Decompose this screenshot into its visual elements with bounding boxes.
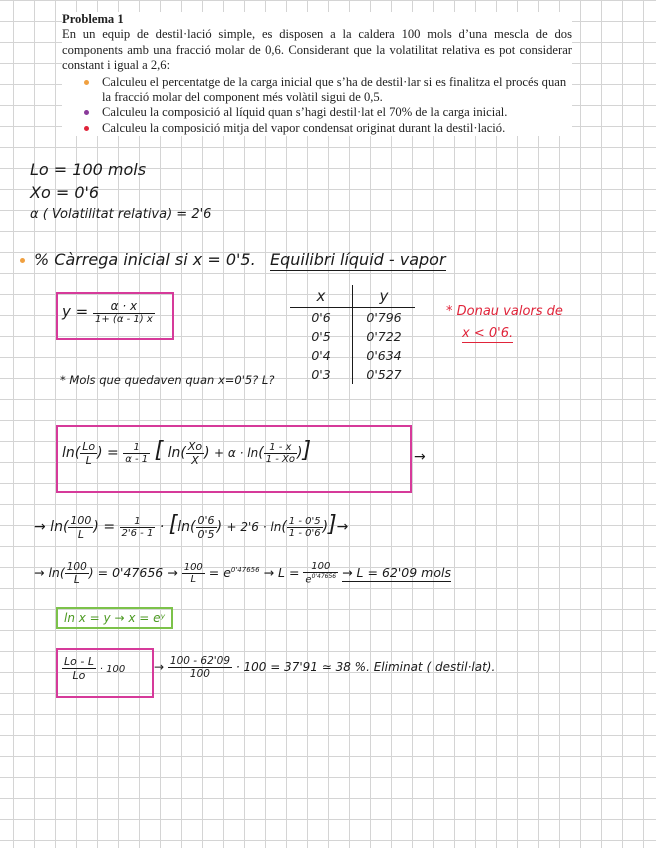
coef-denominator: α - 1 (125, 453, 149, 465)
red-note-text: x < 0'6. (462, 326, 514, 341)
section-bullet-icon (20, 258, 25, 263)
step2-coef-fraction (120, 516, 156, 539)
table-row (290, 327, 415, 346)
given-x0: Xo = 0'6 (30, 183, 100, 202)
arrow-icon: → (414, 449, 426, 465)
table-cell: 0'527 (366, 367, 402, 382)
step2-plus: + 2'6 · ln (226, 520, 282, 534)
task-item (62, 75, 572, 106)
log-identity-box: ln x = y → x = eʸ (56, 607, 173, 629)
step4-result-line (154, 655, 495, 680)
step3-l-numerator: 100 (303, 561, 338, 573)
step2-lhs-denominator: L (77, 527, 84, 541)
problem-statement: En un equip de destil·lació simple, es disposen a la caldera 100 mols d’una mescla de dos components amb una fracció molar de 0,6. Considerant que la volatilitat relativa es pot considerar constant i igual a 2,6: (62, 27, 572, 73)
task-text: Calculeu la composició mitja del vapor condensat originat durant la destil·lació. (102, 120, 506, 135)
step3-exponent: 0'47656 (230, 565, 260, 574)
problem-block (62, 12, 572, 136)
step3-f-fraction (182, 562, 205, 585)
step3-equation: → ln( $\frac{100}{L}$ ) = 0'47656 → $\frac{100}{L}$ = $e^{0'47656} \to L$ = $\frac{100}{e^{0'47656}}$ → L = 62'09 mols (34, 561, 451, 586)
step2-equation: → ln( $\frac{100}{L}$ ) = $\frac{1}{2'6 - 1}$ · [ln( $\frac{0'6}{0'5}$ ) + 2'6 · ln( $\frac{1 - 0'5}{1 - 0'6}$ )]→ (34, 512, 349, 541)
task-text: Calculeu el percentatge de la carga inicial que s’ha de destil·lar si es finalitza el procés quan la fracció molar del component més volàtil sigui de 0,5. (102, 74, 567, 105)
step2-lhs-fraction (68, 514, 93, 541)
step2-term2-fraction (287, 516, 323, 539)
step4-r-fraction (168, 655, 232, 680)
lhs-numerator: Lo (82, 439, 96, 453)
step4-f-fraction (62, 655, 96, 682)
rayleigh-equation: ln( $\frac{Lo}{L}$ ) = $\frac{1}{\alpha - 1}$ [ ln( $\frac{Xo}{X}$ ) + α · ln( $\frac{1 - x}{1 - Xo}$ )] (62, 438, 312, 467)
step3-lead: → ln (34, 565, 60, 580)
problem-title: Problema 1 (62, 12, 124, 26)
lhs-fraction (80, 440, 97, 467)
table-row (290, 308, 415, 328)
ln-label: ln (167, 445, 181, 461)
step2-term1-denominator: 0'5 (197, 527, 215, 541)
step2-dot: · (159, 519, 165, 535)
step2-term1-fraction (196, 514, 217, 541)
step4-r-numerator: 100 - 62'09 (169, 655, 231, 667)
coef-numerator: 1 (123, 442, 150, 454)
step3-l-fraction (303, 561, 338, 585)
term1-denominator: X (191, 453, 199, 467)
step4-times: · 100 (99, 664, 126, 675)
bullet-icon (84, 80, 89, 85)
given-alpha: α ( Volatilitat relativa) = 2'6 (30, 207, 212, 222)
table-cell: 0'3 (290, 365, 353, 384)
step2-coef-numerator: 1 (120, 516, 156, 528)
y-lhs: y = (62, 302, 89, 321)
step3-l-denominator: $e^{0'47656}$ (305, 573, 337, 586)
y-denominator: 1+ (α - 1) x (95, 314, 153, 325)
ln-label: ln (62, 445, 75, 461)
y-formula (62, 299, 155, 325)
table-header-y: y (353, 285, 416, 308)
task-item (62, 121, 572, 136)
step2-equals: = (103, 519, 116, 535)
table-cell: 0'4 (290, 346, 353, 365)
step3-lhs-denominator: L (73, 574, 80, 586)
table-cell: 0'6 (290, 308, 353, 328)
step2-lhs-numerator: 100 (70, 513, 92, 527)
equilibrium-title-text: Equilibri líquid - vapor (270, 250, 446, 269)
step3-f-numerator: 100 (183, 562, 203, 573)
bullet-icon (84, 110, 89, 115)
red-note-line1: * Donau valors de (446, 304, 563, 319)
step2-term1-numerator: 0'6 (197, 513, 215, 527)
step4-f-denominator: Lo (72, 669, 86, 682)
step2-term2-numerator: 1 - 0'5 (288, 515, 321, 527)
term2-fraction (264, 442, 297, 465)
table-header-x: x (290, 285, 353, 308)
step4-arrow: → (154, 660, 165, 674)
task-item (62, 105, 572, 120)
term2-numerator: 1 - x (264, 442, 297, 454)
term2-denominator: 1 - Xo (265, 453, 295, 465)
table-row (290, 346, 415, 365)
table-row (290, 365, 415, 384)
bullet-icon (84, 126, 89, 131)
task-text: Calculeu la composició al líquid quan s’hagi destil·lat el 70% de la carga inicial. (102, 105, 508, 120)
task-list (62, 75, 572, 137)
red-note-line2 (462, 326, 513, 341)
table-header-row (290, 285, 415, 308)
step4-f-numerator: Lo - L (64, 655, 94, 668)
step3-lhs-numerator: 100 (66, 561, 87, 573)
term1-numerator: Xo (187, 439, 203, 453)
step3-result: → L = 62'09 mols (342, 565, 451, 580)
table-cell: 0'796 (366, 310, 402, 325)
step4-equation (62, 655, 125, 682)
plus-alpha-ln: + α · ln (214, 446, 259, 460)
step3-arrow2: → L = (263, 565, 300, 580)
equilibrium-table (290, 285, 415, 384)
step2-term2-denominator: 1 - 0'6 (288, 527, 321, 539)
section-heading: % Càrrega inicial si x = 0'5. (34, 250, 256, 269)
step2-lead: → ln (34, 519, 63, 535)
table-cell: 0'634 (366, 348, 402, 363)
given-l0: Lo = 100 mols (30, 160, 147, 179)
table-cell: 0'722 (366, 329, 402, 344)
step4-result: · 100 = 37'91 ≃ 38 %. Eliminat ( destil·lat). (235, 660, 496, 674)
y-fraction (93, 299, 155, 325)
step3-eq-e: = e (208, 565, 231, 580)
y-numerator: α · x (93, 299, 155, 314)
step3-arrow1: → (167, 565, 178, 580)
term1-fraction (186, 440, 204, 467)
table-cell: 0'5 (290, 327, 353, 346)
step3-lhs-fraction (65, 561, 89, 586)
lhs-denominator: L (85, 453, 92, 467)
step2-arrow: → (336, 519, 349, 535)
step2-coef-denominator: 2'6 - 1 (121, 527, 154, 539)
equilibrium-title (270, 250, 446, 269)
step4-r-denominator: 100 (189, 668, 210, 680)
coef-fraction (123, 442, 150, 465)
step3-f-denominator: L (190, 574, 197, 585)
step3-value: = 0'47656 (97, 565, 164, 580)
mols-note: * Mols que quedaven quan x=0'5? L? (60, 373, 275, 387)
equals-sign: = (107, 445, 119, 461)
